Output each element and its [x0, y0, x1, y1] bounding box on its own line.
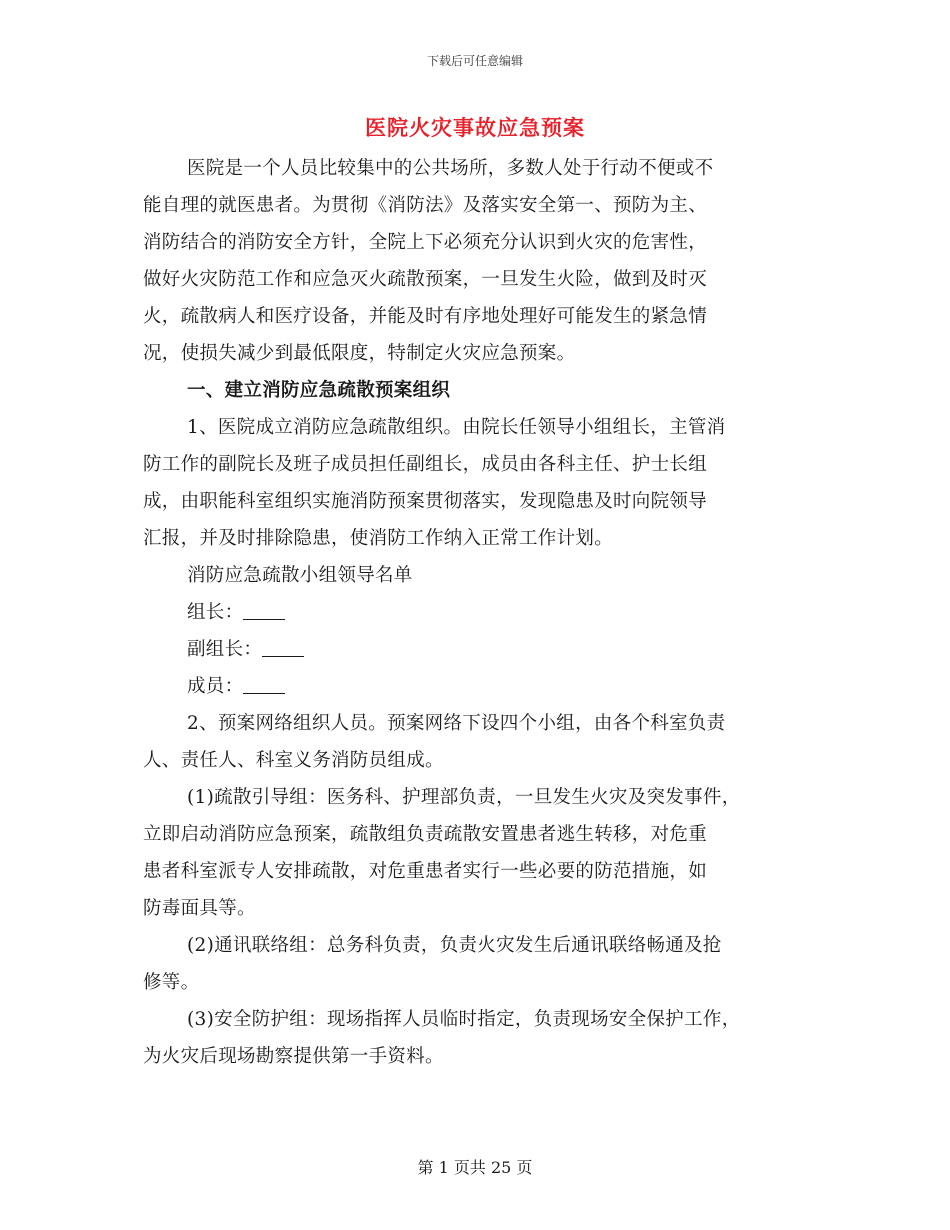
- body-line: 1、医院成立消防应急疏散组织。由院长任领导小组组长，主管消: [187, 417, 726, 438]
- body-line: 况，使损失减少到最低限度，特制定火灾应急预案。: [143, 343, 576, 364]
- body-line: (2)通讯联络组：总务科负责，负责火灾发生后通讯联络畅通及抢: [187, 935, 722, 956]
- body-line: (3)安全防护组：现场指挥人员临时指定，负责现场安全保护工作，: [187, 1009, 741, 1030]
- roster-label: 成员：: [187, 676, 244, 697]
- roster-item-leader: [143, 594, 813, 631]
- body-line: 能自理的就医患者。为贯彻《消防法》及落实安全第一、预防为主、: [143, 195, 708, 216]
- body-line: 患者科室派专人安排疏散，对危重患者实行一些必要的防范措施，如: [143, 861, 708, 882]
- body-line: 为火灾后现场勘察提供第一手资料。: [143, 1046, 444, 1067]
- body-line: 防工作的副院长及班子成员担任副组长，成员由各科主任、护士长组: [143, 454, 708, 475]
- roster-label: 副组长：: [187, 639, 263, 660]
- roster-heading: 消防应急疏散小组领导名单: [187, 565, 413, 586]
- body-line: 2、预案网络组织人员。预案网络下设四个小组，由各个科室负责: [187, 713, 726, 734]
- fill-in-blank: [243, 673, 285, 694]
- document-body: [143, 150, 813, 1075]
- page-number: 第 1 页共 25 页: [417, 1158, 533, 1177]
- fill-in-blank: [262, 636, 304, 657]
- body-line: 立即启动消防应急预案，疏散组负责疏散安置患者逃生转移，对危重: [143, 824, 708, 845]
- body-line: 防毒面具等。: [143, 898, 256, 919]
- roster-label: 组长：: [187, 602, 244, 623]
- body-line: 做好火灾防范工作和应急灭火疏散预案，一旦发生火险，做到及时灭: [143, 269, 708, 290]
- body-line: 医院是一个人员比较集中的公共场所，多数人处于行动不便或不: [187, 158, 714, 179]
- body-line: 消防结合的消防安全方针，全院上下必须充分认识到火灾的危害性，: [143, 232, 708, 253]
- body-line: 人、责任人、科室义务消防员组成。: [143, 750, 444, 771]
- body-line: (1)疏散引导组：医务科、护理部负责，一旦发生火灾及突发事件，: [187, 787, 741, 808]
- section-heading: 一、建立消防应急疏散预案组织: [187, 380, 451, 401]
- body-line: 火，疏散病人和医疗设备，并能及时有序地处理好可能发生的紧急情: [143, 306, 708, 327]
- roster-item-deputy: [143, 631, 813, 668]
- body-line: 汇报，并及时排除隐患，使消防工作纳入正常工作计划。: [143, 528, 614, 549]
- body-line: 成，由职能科室组织实施消防预案贯彻落实，发现隐患及时向院领导: [143, 491, 708, 512]
- roster-item-member: [143, 668, 813, 705]
- fill-in-blank: [243, 599, 285, 620]
- document-title: 医院火灾事故应急预案: [365, 115, 585, 140]
- page-header-note: 下载后可任意编辑: [426, 54, 523, 68]
- body-line: 修等。: [143, 972, 200, 993]
